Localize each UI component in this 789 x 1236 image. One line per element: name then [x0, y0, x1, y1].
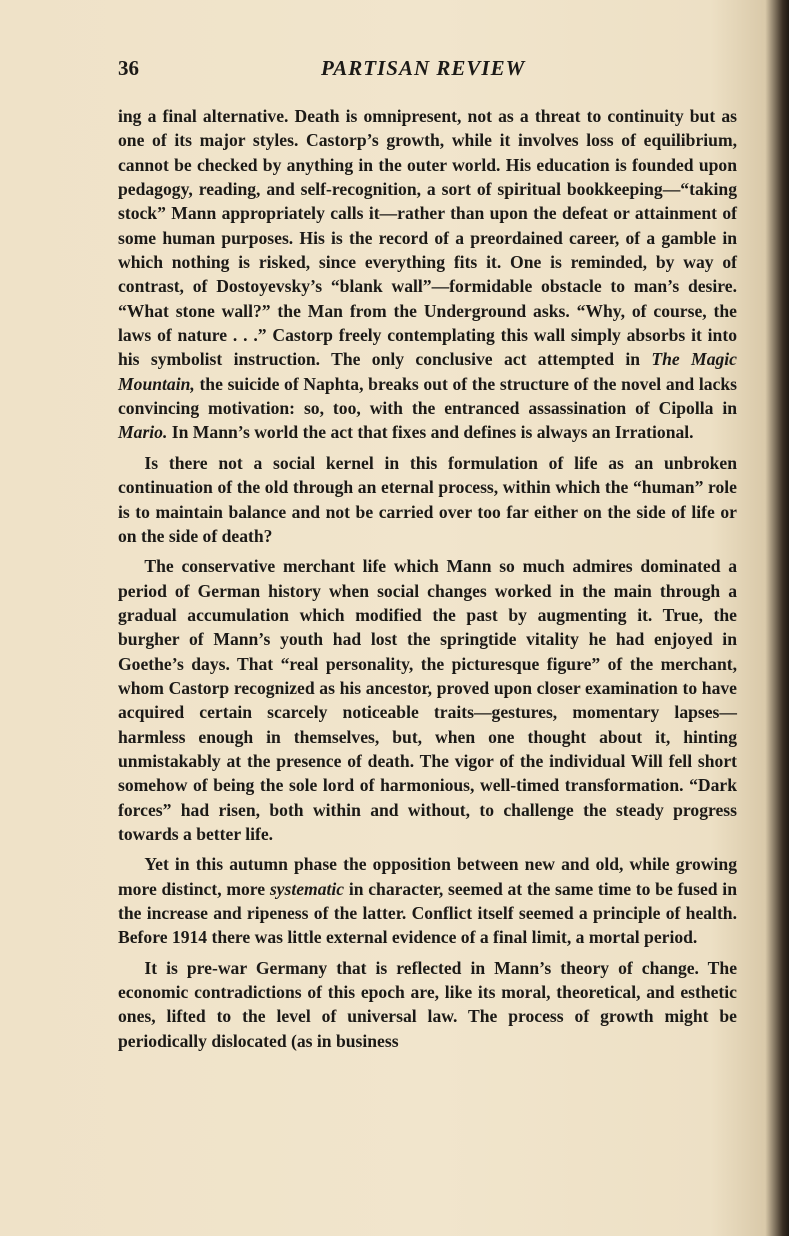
text-segment: The conservative merchant life which Mann so much admires dominated a period of German history when social changes worked in the main through a gradual accumulation which modified the past by augmenting it. True, the burgher of Mann’s youth had lost the springtide vitality he had enjoyed in Goethe’s days. That “real personality, the picturesque figure” of the merchant, whom Castorp recognized as his ancestor, proved upon closer examination to have acquired certain scarcely noticeable traits—gestures, momentary lapses—harmless enough in themselves, but, when one thought about it, hinting unmistakably at the presence of death. The vigor of the individual Will fell short somehow of being the sole lord of harmonious, well-timed transformation. “Dark forces” had risen, both within and without, to challenge the steady progress towards a better life. [118, 556, 737, 844]
book-title-magic-mountain: The Magic Mountain, [118, 349, 737, 394]
paragraph-4 [118, 852, 737, 949]
book-title-mario: Mario. [118, 422, 168, 443]
paragraph-5 [118, 956, 737, 1053]
page-header [118, 56, 738, 92]
text-segment: It is pre-war Germany that is reflected in Mann’s theory of change. The economic contradictions of this epoch are, like its moral, theoretical, and esthetic ones, lifted to the level of universal law. The process of growth might be periodically dislocated (as in business [118, 957, 737, 1051]
text-segment: Yet in this autumn phase the opposition between new and old, while growing more distinct, more [118, 854, 737, 899]
body-text [118, 104, 737, 1059]
running-head: PARTISAN REVIEW [321, 56, 526, 80]
text-segment: Is there not a social kernel in this formulation of life as an unbroken continuation of the old through an eternal process, within which the “human” role is to maintain balance and not be carried over too far either on the side of life or on the side of death? [118, 452, 737, 546]
text-segment: the suicide of Naphta, breaks out of the structure of the novel and lacks convincing motivation: so, too, with the entranced assassination of Cipolla in [118, 373, 737, 419]
paragraph-1 [118, 104, 737, 445]
paragraph-2 [118, 451, 737, 548]
page-number: 36 [118, 56, 139, 80]
text-segment: ing a final alternative. Death is omnipresent, not as a threat to continuity but as one of its major styles. Castorp’s growth, while it involves loss of equilibrium, cannot be checked by anything in the outer world. His education is founded upon pedagogy, reading, and self-recognition, a sort of spiritual bookkeeping—“taking stock” Mann appropriately calls it—rather than upon the defeat or attainment of some human purposes. His is the record of a preordained career, of a gamble in which nothing is risked, since everything fits it. One is reminded, by way of contrast, of Dostoyevsky’s “blank wall”—formidable obstacle to man’s desire. “What stone wall?” the Man from the Underground asks. “Why, of course, the laws of nature . . .” Castorp freely contemplating this wall simply absorbs it into his symbolist instruction. The only conclusive act attempted in [118, 106, 737, 370]
emphasis-systematic: systematic [269, 878, 345, 899]
text-segment: In Mann’s world the act that fixes and defines is always an Irrational. [167, 422, 694, 443]
paragraph-3 [118, 554, 737, 846]
text-segment: in character, seemed at the same time to be fused in the increase and ripeness of the latter. Conflict itself seemed a principle of health. Before 1914 there was little external evidence of a final limit, a mortal period. [118, 878, 737, 948]
